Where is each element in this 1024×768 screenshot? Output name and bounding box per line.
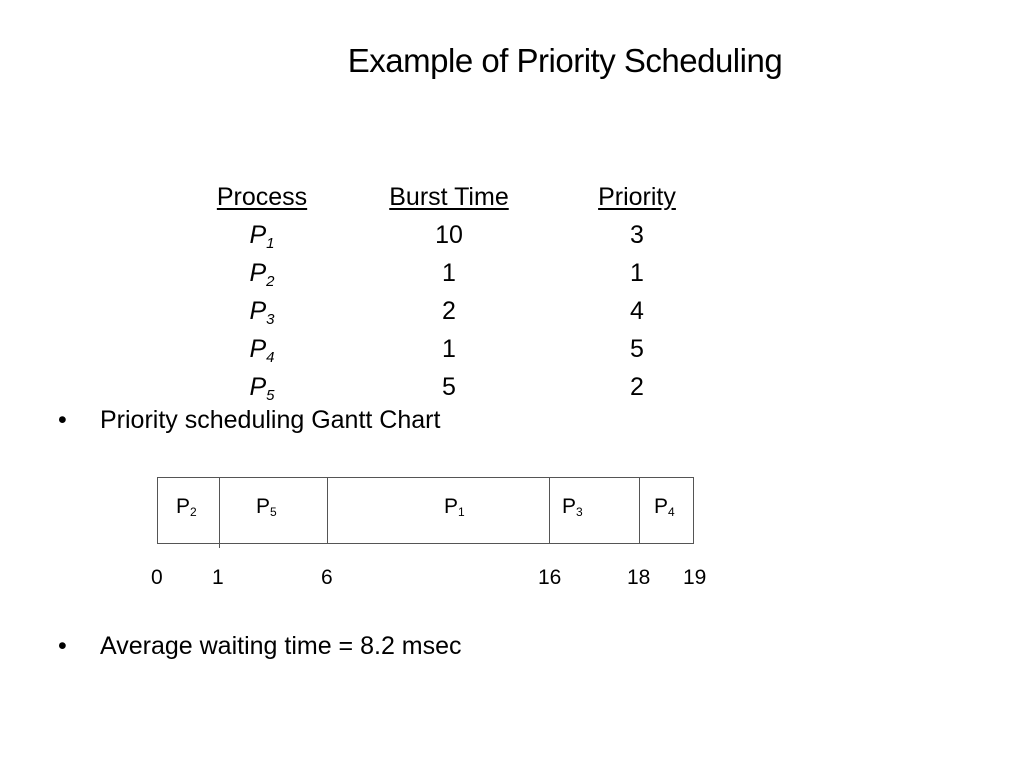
gantt-tick-mark [219,544,220,548]
burst-time-value: 2 [442,297,456,325]
burst-time-value: 1 [442,335,456,363]
header-process: Process [216,183,308,211]
gantt-chart [157,477,694,544]
bullet-dot: • [58,406,67,434]
process-table [198,180,718,408]
gantt-segment [550,478,640,543]
gantt-segment [328,478,550,543]
table-row [198,218,718,256]
process-name: $P_1$ [249,221,275,252]
table-row [198,294,718,332]
priority-value: 5 [630,335,644,363]
process-name: $P_5$ [249,373,275,404]
bullet-dot: • [58,632,67,660]
header-burst-time: Burst Time [389,183,509,211]
gantt-segment-label: $P_3$ [562,495,583,519]
gantt-segment [158,478,220,543]
gantt-tick-label: 0 [151,566,163,589]
gantt-tick-label: 16 [538,566,562,589]
priority-value: 1 [630,259,644,287]
header-priority: Priority [598,183,676,211]
gantt-heading-text: Priority scheduling Gantt Chart [100,406,441,434]
table-row [198,256,718,294]
gantt-segment-label: $P_5$ [256,495,277,519]
table-header-row [198,180,718,218]
table-row [198,332,718,370]
average-waiting-text: Average waiting time = 8.2 msec [100,632,462,660]
priority-value: 2 [630,373,644,401]
gantt-segment-label: $P_1$ [444,495,465,519]
gantt-segment [640,478,694,543]
slide-title: Example of Priority Scheduling [347,42,783,79]
gantt-segment [220,478,328,543]
gantt-segment-label: $P_2$ [176,495,197,519]
burst-time-value: 1 [442,259,456,287]
table-row [198,370,718,408]
process-name: $P_2$ [249,259,275,290]
gantt-time-axis [0,566,1024,592]
gantt-tick-label: 19 [683,566,707,589]
burst-time-value: 10 [435,221,463,249]
priority-value: 3 [630,221,644,249]
gantt-tick-label: 6 [321,566,333,589]
gantt-tick-label: 18 [627,566,651,589]
process-name: $P_3$ [249,297,275,328]
burst-time-value: 5 [442,373,456,401]
gantt-segment-label: $P_4$ [654,495,675,519]
process-name: $P_4$ [249,335,275,366]
priority-value: 4 [630,297,644,325]
gantt-tick-label: 1 [212,566,224,589]
